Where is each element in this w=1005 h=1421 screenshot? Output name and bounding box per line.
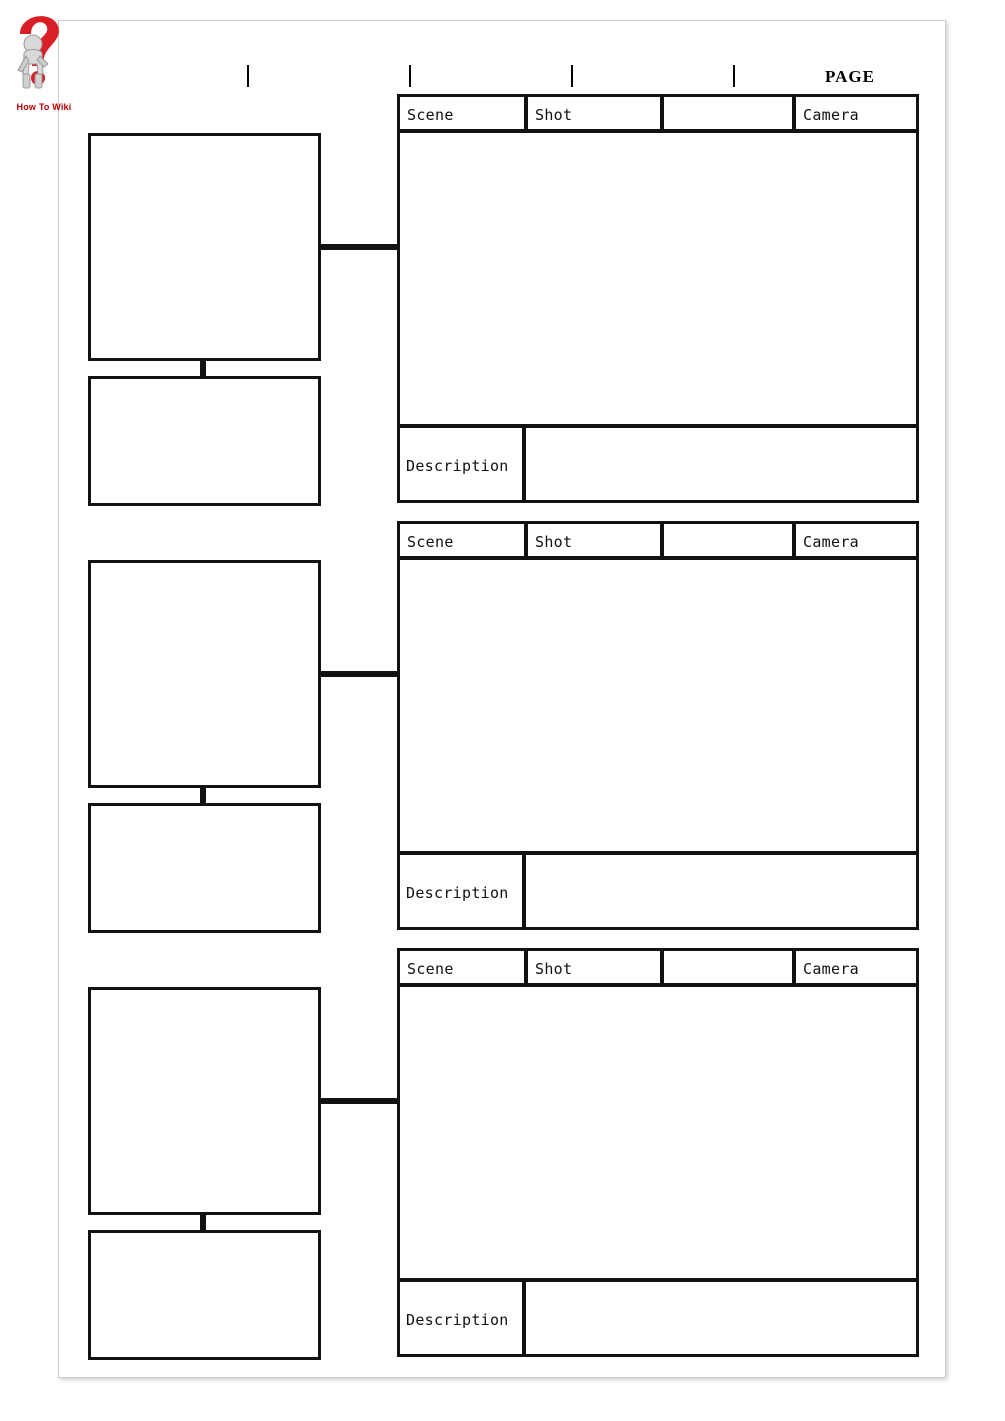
panel-1-frame[interactable] [397, 130, 919, 427]
panel-1-shot-cell[interactable] [525, 94, 663, 132]
panel-3-description-field[interactable] [523, 1279, 919, 1357]
panel-2-shot-label: Shot [535, 533, 573, 551]
panel-1-description-label: Description [406, 457, 509, 475]
storyboard-panel-1 [59, 21, 947, 475]
panel-1-camera-label: Camera [803, 106, 859, 124]
panel-2-scene-cell[interactable] [397, 521, 527, 559]
panel-2-shot-value-cell[interactable] [661, 521, 795, 559]
panel-1-frame-connector-horizontal [319, 244, 399, 250]
panel-2-camera-cell[interactable] [793, 521, 919, 559]
panel-2-scene-label: Scene [407, 533, 454, 551]
question-mark-figure-icon [6, 4, 82, 104]
panel-3-shot-label: Shot [535, 960, 573, 978]
panel-3-thumbnail-large[interactable] [88, 987, 321, 1215]
panel-2-shot-cell[interactable] [525, 521, 663, 559]
panel-2-thumbnail-large[interactable] [88, 560, 321, 788]
storyboard-panel-3 [59, 875, 947, 1329]
panel-1-shot-value-cell[interactable] [661, 94, 795, 132]
panel-3-scene-cell[interactable] [397, 948, 527, 986]
panel-1-scene-cell[interactable] [397, 94, 527, 132]
panel-2-description-label: Description [406, 884, 509, 902]
panel-1-camera-cell[interactable] [793, 94, 919, 132]
panel-3-camera-label: Camera [803, 960, 859, 978]
panel-2-frame-connector-horizontal [319, 671, 399, 677]
panel-2-frame[interactable] [397, 557, 919, 854]
panel-3-frame-connector-horizontal [319, 1098, 399, 1104]
panel-1-thumbnail-large[interactable] [88, 133, 321, 361]
panel-3-description-label-cell [397, 1279, 525, 1357]
panel-3-shot-cell[interactable] [525, 948, 663, 986]
panel-2-camera-label: Camera [803, 533, 859, 551]
storyboard-sheet [58, 20, 946, 1378]
logo-caption: How To Wiki [16, 102, 72, 112]
storyboard-panel-2 [59, 448, 947, 902]
panel-3-shot-value-cell[interactable] [661, 948, 795, 986]
how-to-wiki-logo [6, 4, 82, 120]
panel-1-scene-label: Scene [407, 106, 454, 124]
page-label: PAGE [825, 67, 875, 86]
panel-1-shot-label: Shot [535, 106, 573, 124]
panel-3-thumbnail-small[interactable] [88, 1230, 321, 1360]
panel-3-frame[interactable] [397, 984, 919, 1281]
panel-3-camera-cell[interactable] [793, 948, 919, 986]
panel-3-description-label: Description [406, 1311, 509, 1329]
panel-3-scene-label: Scene [407, 960, 454, 978]
